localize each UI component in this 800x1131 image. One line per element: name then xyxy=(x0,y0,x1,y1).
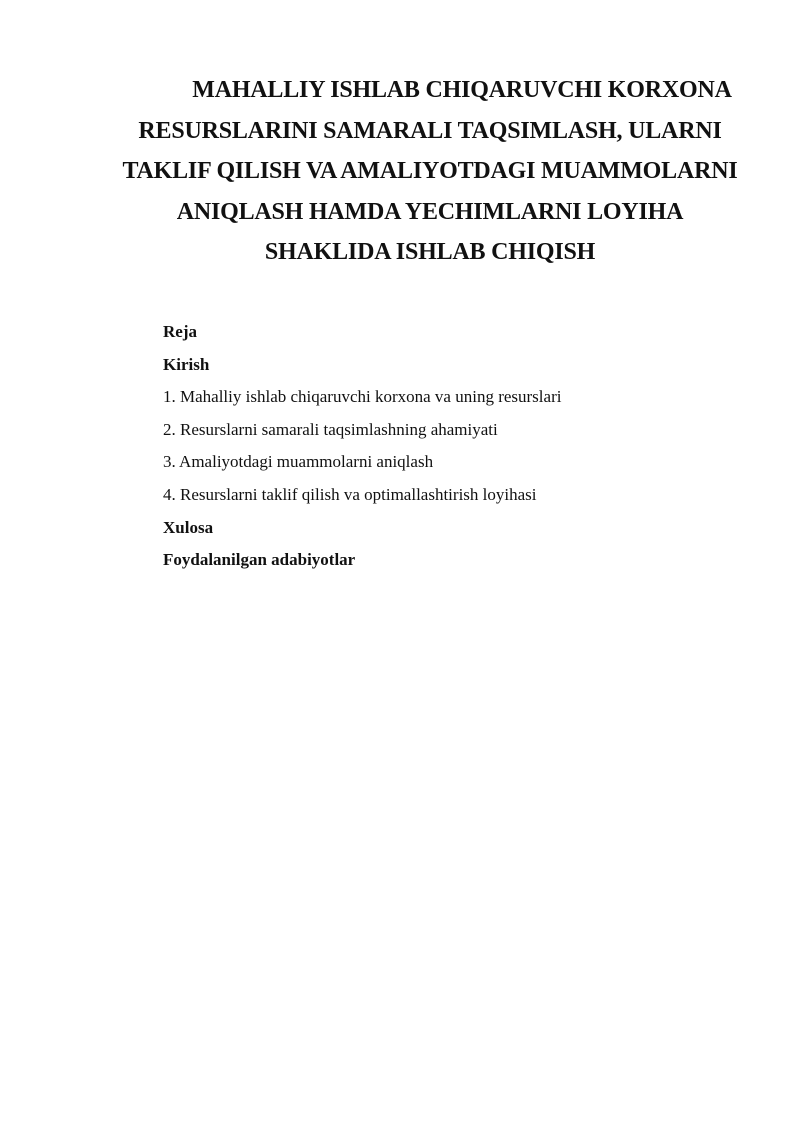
title-line: ANIQLASH HAMDA YECHIMLARNI LOYIHA xyxy=(176,198,684,225)
toc-references: Foydalanilgan adabiyotlar xyxy=(163,550,356,570)
table-of-contents xyxy=(163,316,723,577)
toc-item: 2. Resurslarni samarali taqsimlashning ahamiyati xyxy=(163,419,498,439)
toc-item: 3. Amaliyotdagi muammolarni aniqlash xyxy=(163,452,434,472)
toc-intro: Kirish xyxy=(163,354,210,374)
document-title xyxy=(110,70,750,273)
title-line: RESURSLARINI SAMARALI TAQSIMLASH, ULARNI xyxy=(138,117,722,144)
toc-conclusion: Xulosa xyxy=(163,517,214,537)
title-line: TAKLIF QILISH VA AMALIYOTDAGI MUAMMOLARNI xyxy=(122,158,738,184)
title-line: SHAKLIDA ISHLAB CHIQISH xyxy=(264,239,596,265)
toc-item: 1. Mahalliy ishlab chiqaruvchi korxona va uning resurslari xyxy=(163,387,562,407)
toc-item: 4. Resurslarni taklif qilish va optimallashtirish loyihasi xyxy=(163,484,537,504)
toc-heading: Reja xyxy=(163,322,197,341)
title-line: MAHALLIY ISHLAB CHIQARUVCHI KORXONA xyxy=(192,77,732,103)
